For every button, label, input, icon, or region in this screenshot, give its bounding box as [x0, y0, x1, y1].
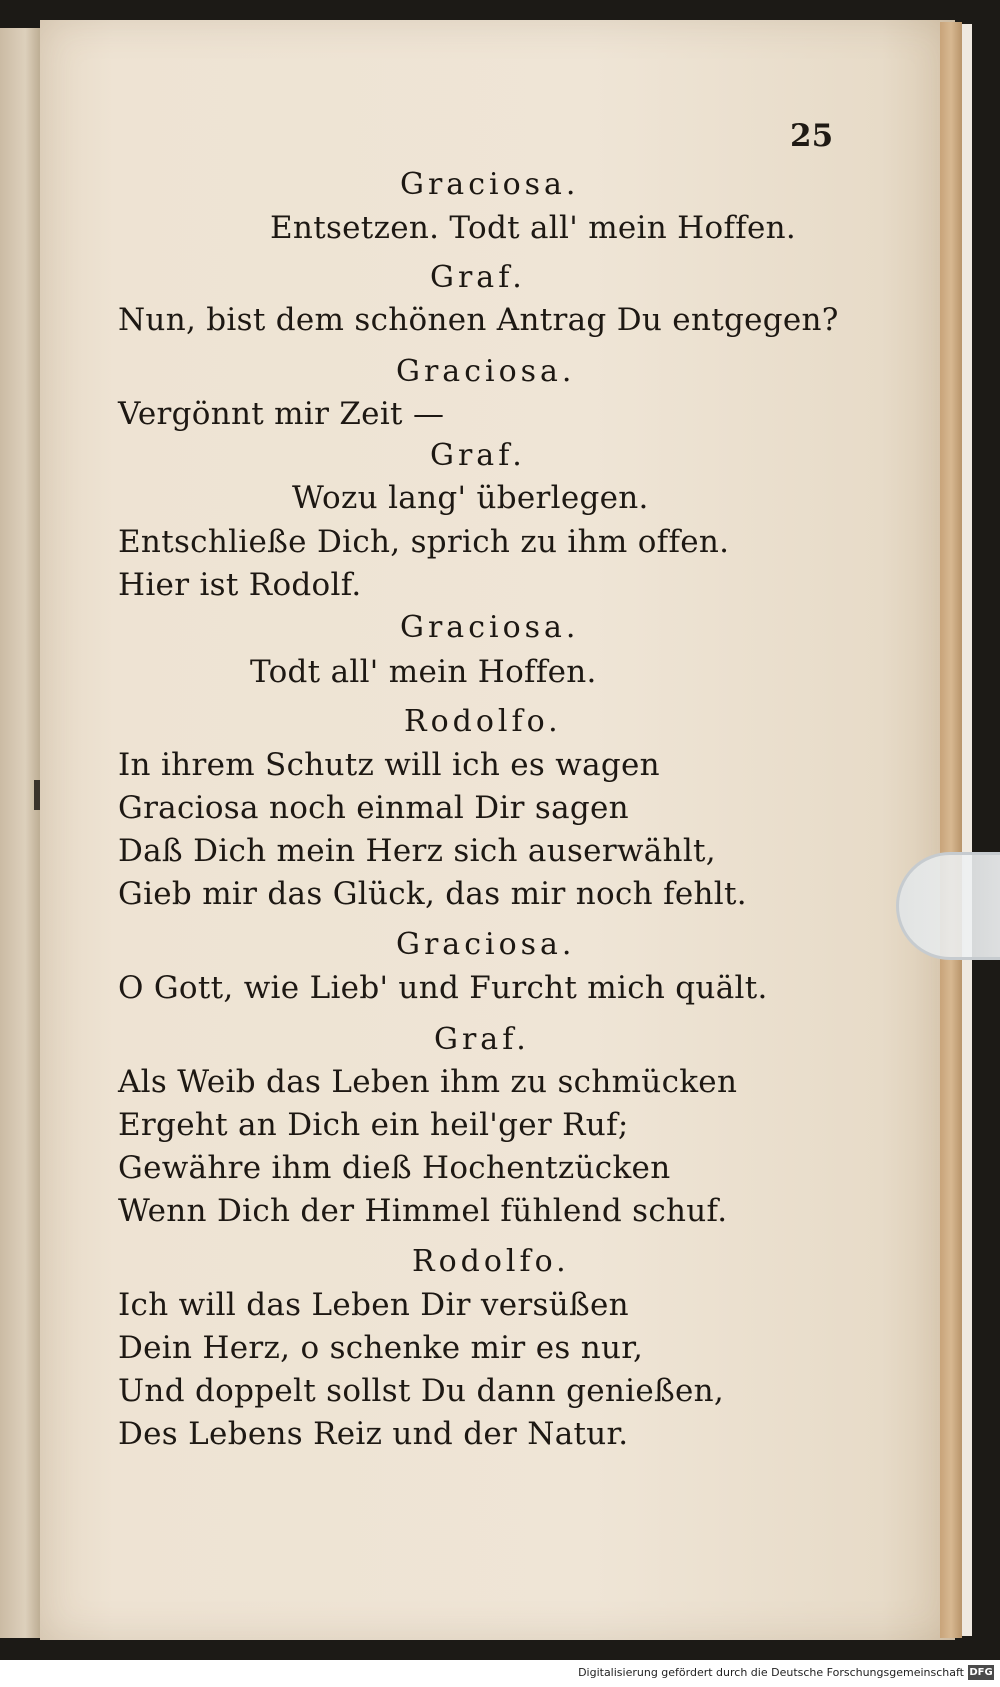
- verse-line: Gieb mir das Glück, das mir noch fehlt.: [118, 876, 747, 912]
- funding-credit: Digitalisierung gefördert durch die Deutsche Forschungsgemeinschaft: [578, 1666, 964, 1679]
- verse-line: Hier ist Rodolf.: [118, 567, 362, 603]
- verse-line: Gewähre ihm dieß Hochentzücken: [118, 1150, 671, 1186]
- page-stack-edge: [940, 22, 962, 1638]
- verse-line: Entschließe Dich, sprich zu ihm offen.: [118, 524, 730, 560]
- speaker-line: Graciosa.: [396, 354, 576, 389]
- verse-line: Und doppelt sollst Du dann genießen,: [118, 1373, 725, 1409]
- verse-line: Als Weib das Leben ihm zu schmücken: [118, 1064, 738, 1100]
- verse-line: Vergönnt mir Zeit —: [118, 396, 445, 432]
- page-stack-edge-light: [962, 24, 972, 1636]
- speaker-line: Graf.: [430, 438, 526, 473]
- speaker-line: Graciosa.: [400, 167, 580, 202]
- verse-line: Des Lebens Reiz und der Natur.: [118, 1416, 629, 1452]
- page-number: 25: [790, 118, 834, 154]
- speaker-line: Graciosa.: [396, 927, 576, 962]
- verse-line: Wozu lang' überlegen.: [292, 480, 649, 516]
- speaker-line: Graf.: [434, 1022, 530, 1057]
- verse-line: Dein Herz, o schenke mir es nur,: [118, 1330, 644, 1366]
- plastic-page-clip: [896, 852, 1000, 960]
- verse-line: O Gott, wie Lieb' und Furcht mich quält.: [118, 970, 768, 1006]
- verse-line: Wenn Dich der Himmel fühlend schuf.: [118, 1193, 728, 1229]
- speaker-line: Graf.: [430, 260, 526, 295]
- dfg-logo: DFG: [969, 1667, 993, 1678]
- verse-line: Ergeht an Dich ein heil'ger Ruf;: [118, 1107, 629, 1143]
- verse-line: Todt all' mein Hoffen.: [250, 654, 597, 690]
- verse-line: Nun, bist dem schönen Antrag Du entgegen?: [118, 302, 839, 338]
- speaker-line: Rodolfo.: [404, 704, 562, 739]
- verse-line: Graciosa noch einmal Dir sagen: [118, 790, 629, 826]
- facing-page-edge: [0, 28, 42, 1638]
- verse-line: Entsetzen. Todt all' mein Hoffen.: [270, 210, 797, 246]
- verse-line: Ich will das Leben Dir versüßen: [118, 1287, 629, 1323]
- verse-line: In ihrem Schutz will ich es wagen: [118, 747, 660, 783]
- speaker-line: Rodolfo.: [412, 1244, 570, 1279]
- speaker-line: Graciosa.: [400, 610, 580, 645]
- digitization-footer: [0, 1660, 1000, 1687]
- verse-line: Daß Dich mein Herz sich auserwählt,: [118, 833, 716, 869]
